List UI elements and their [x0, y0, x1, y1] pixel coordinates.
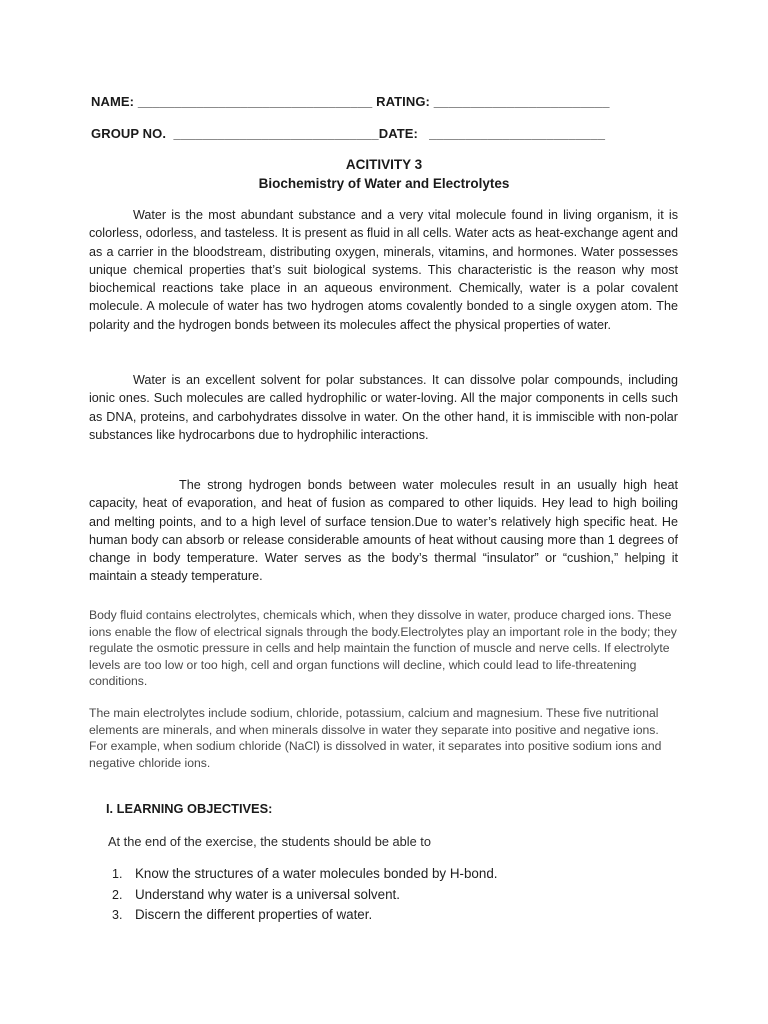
paragraph-hydrogen-bonds: The strong hydrogen bonds between water molecules result in an usually high heat capacity, heat of evaporation, and heat of fusion as compared to other liquids. Hey lead to high boiling and melting points, and to a high level of surface tension.Due to water’s relatively high specific heat. He human body can absorb or release considerable amounts of heat without causing more than 1 degrees of change in body temperature. Water serves as the body’s thermal “insulator” or “cushion,” helping it maintain a steady temperature.: [89, 478, 678, 584]
list-item-number: 1.: [112, 867, 123, 881]
paragraph-electrolytes: Body fluid contains electrolytes, chemicals which, when they dissolve in water, produce charged ions. These ions enable the flow of electrical signals through the body.Electrolytes play an important role in the body; they regulate the osmotic pressure in cells and help maintain the function of muscle and nerve cells. If electrolyte levels are too low or too high, cell and organ functions will decline, which could lead to life-threatening conditions.: [89, 608, 677, 689]
objectives-intro: At the end of the exercise, the students should be able to: [108, 834, 431, 849]
list-item: [112, 885, 498, 906]
list-item-text: Discern the different properties of water.: [135, 907, 373, 922]
group-date-line: GROUP NO. ____________________________DATE: ________________________: [91, 126, 606, 141]
list-item: [112, 905, 498, 926]
list-item-text: Know the structures of a water molecules bonded by H-bond.: [135, 866, 498, 881]
list-item: [112, 864, 498, 885]
list-item-text: Understand why water is a universal solvent.: [135, 886, 400, 902]
objectives-list: [112, 864, 498, 926]
activity-subtitle: Biochemistry of Water and Electrolytes: [258, 176, 510, 191]
paragraph-water-intro: Water is the most abundant substance and a very vital molecule found in living organism, it is colorless, odorless, and tasteless. It is present as fluid in all cells. Water acts as heat-exchange agent and as a carrier in the bloodstream, distributing oxygen, minerals, vitamins, and hormones. Water possesses unique chemical properties that’s suit biological systems. This characteristic is the reason why most biochemical reactions take place in an aqueous environment. Chemically, water is a polar covalent molecule. A molecule of water has two hydrogen atoms covalently bonded to a single oxygen atom. The polarity and the hydrogen bonds between its molecules affect the physical properties of water.: [89, 208, 678, 332]
list-item-number: 3.: [112, 908, 123, 922]
list-item-number: 2.: [112, 887, 123, 902]
paragraph-solvent: Water is an excellent solvent for polar substances. It can dissolve polar compounds, including ionic ones. Such molecules are called hydrophilic or water-loving. All the major components in cells such as DNA, proteins, and carbohydrates dissolve in water. On the other hand, it is immiscible with non-polar substances like hydrocarbons due to hydrophilic interactions.: [89, 373, 678, 442]
activity-title: ACITIVITY 3: [345, 157, 423, 172]
paragraph-main-electrolytes: The main electrolytes include sodium, chloride, potassium, calcium and magnesium. These five nutritional elements are minerals, and when minerals dissolve in water they separate into positive and negative ions. For example, when sodium chloride (NaCl) is dissolved in water, it separates into positive sodium ions and negative chloride ions.: [89, 706, 662, 770]
name-rating-line: NAME: ________________________________ RATING: ________________________: [91, 94, 610, 109]
section-heading-objectives: I. LEARNING OBJECTIVES:: [106, 801, 273, 816]
